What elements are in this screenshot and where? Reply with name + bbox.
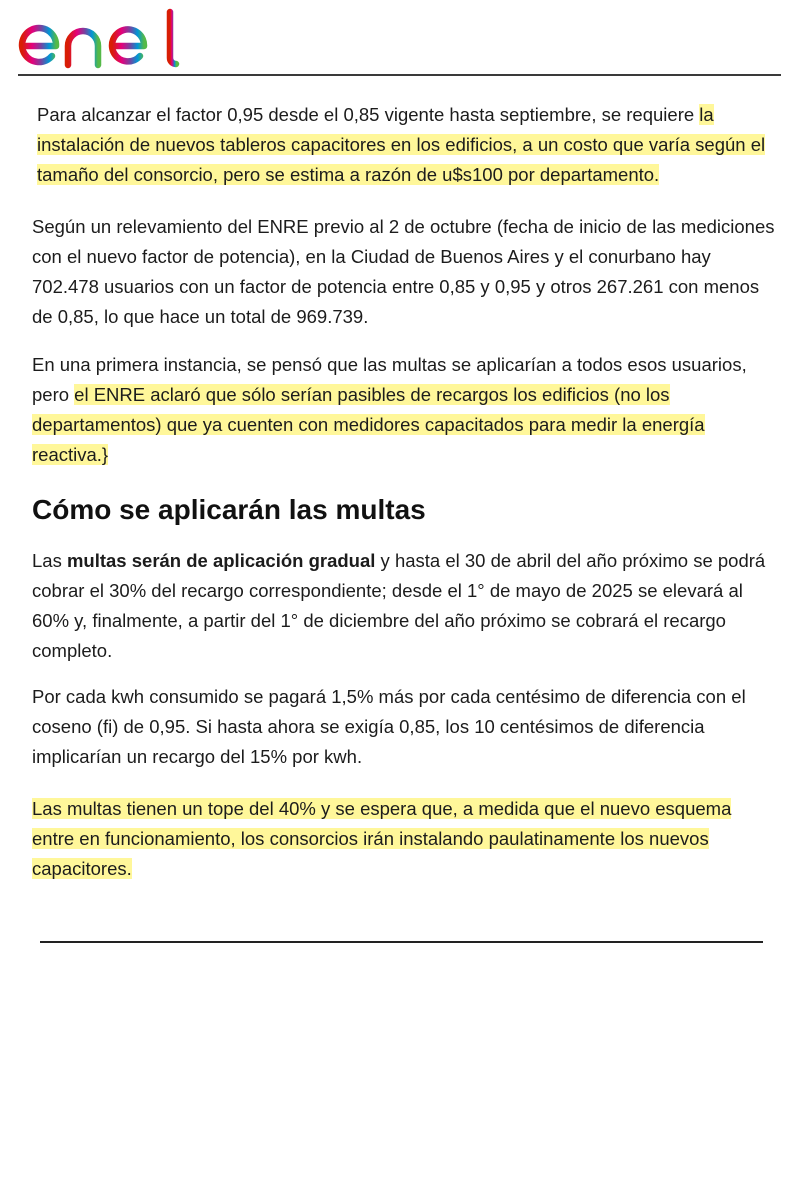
enel-logo[interactable] xyxy=(16,8,181,75)
highlighted-text: Las multas tienen un tope del 40% y se espera que, a medida que el nuevo esquema entre en funcionamiento, los consorcios irán instalando paulatinamente los nuevos capacitores. xyxy=(32,798,732,879)
highlighted-text: el ENRE aclaró que sólo serían pasibles de recargos los edificios (no los departamentos) que ya cuenten con medidores capacitados para medir la energía reactiva.} xyxy=(32,384,705,465)
paragraph-enre-survey: Según un relevamiento del ENRE previo al 2 de octubre (fecha de inicio de las mediciones con el nuevo factor de potencia), en la Ciudad de Buenos Aires y el conurbano hay 702.478 usuarios con un factor de potencia entre 0,85 y 0,95 y otros 267.261 con menos de 0,85, lo que hace un total de 969.739. xyxy=(32,216,775,327)
page-header xyxy=(0,0,800,76)
paragraph-text: y hasta el 30 de abril del año próximo se podrá cobrar el 30% del recargo correspondiente; desde el 1° de mayo de 2025 se elevará al 60% y, finalmente, a partir del 1° de diciembre del año próximo se cobrará el recargo completo. xyxy=(32,550,766,661)
bold-text: multas serán de aplicación gradual xyxy=(66,550,376,571)
section-heading: Cómo se aplicarán las multas xyxy=(32,494,426,525)
article-body xyxy=(32,100,776,884)
paragraph-first-instance xyxy=(32,350,776,470)
paragraph-text: Las xyxy=(32,550,67,571)
enel-logo-graphic xyxy=(16,8,181,70)
paragraph-kwh-surcharge: Por cada kwh consumido se pagará 1,5% más por cada centésimo de diferencia con el coseno (fi) de 0,95. Si hasta ahora se exigía 0,85, los 10 centésimos de diferencia implicarían un recargo del 15% por kwh. xyxy=(32,686,746,767)
paragraph-gradual-fines xyxy=(32,546,776,666)
paragraph-capacitors xyxy=(37,100,776,190)
highlighted-text: la instalación de nuevos tableros capacitores en los edificios, a un costo que varía según el tamaño del consorcio, pero se estima a razón de u$s100 por departamento. xyxy=(37,104,766,185)
footer-divider xyxy=(40,941,763,943)
paragraph-text: En una primera instancia, se pensó que las multas se aplicarían a todos esos usuarios, pero xyxy=(32,354,747,405)
paragraph-text: Para alcanzar el factor 0,95 desde el 0,85 vigente hasta septiembre, se requiere xyxy=(37,104,700,125)
header-divider xyxy=(18,74,781,76)
paragraph-fine-cap xyxy=(32,794,776,884)
